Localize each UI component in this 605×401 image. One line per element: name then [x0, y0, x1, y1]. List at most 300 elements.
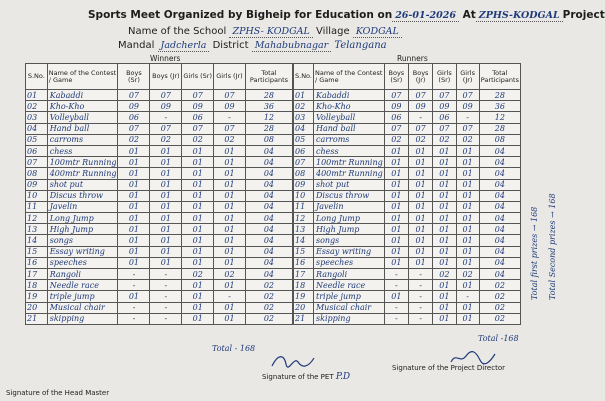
count-cell: 07 [433, 123, 456, 134]
count-cell: 02 [245, 313, 292, 324]
contest-name-cell: Rangoli [47, 269, 118, 280]
count-cell: 09 [150, 101, 182, 112]
count-cell: 02 [214, 269, 246, 280]
runners-total-value: 168 [503, 334, 519, 343]
serial-cell: 18 [26, 280, 48, 291]
count-cell: 04 [479, 179, 520, 190]
table-row [26, 269, 293, 280]
count-cell: 01 [214, 302, 246, 313]
contest-name-cell: Discus throw [47, 190, 118, 201]
count-cell: 02 [384, 134, 408, 145]
village-value: KODGAL [353, 26, 402, 38]
count-cell: 01 [433, 280, 456, 291]
count-cell: 04 [245, 269, 292, 280]
count-cell: 01 [433, 291, 456, 302]
count-cell: 06 [118, 112, 150, 123]
count-cell: 02 [433, 134, 456, 145]
count-cell: 01 [182, 168, 214, 179]
serial-cell: 14 [294, 235, 314, 246]
serial-cell: 07 [26, 157, 48, 168]
count-cell: 07 [182, 123, 214, 134]
count-cell: 01 [433, 157, 456, 168]
count-cell: - [150, 313, 182, 324]
contest-name-cell: skipping [313, 313, 384, 324]
count-cell: 01 [384, 213, 408, 224]
village-label: Village [316, 26, 350, 37]
count-cell: 28 [245, 123, 292, 134]
runners-total-label: Total - [478, 334, 504, 343]
table-row [26, 280, 293, 291]
count-cell: 01 [214, 246, 246, 257]
count-cell: 01 [456, 235, 479, 246]
count-cell: - [118, 280, 150, 291]
count-cell: 01 [408, 157, 432, 168]
count-cell: 07 [214, 90, 246, 101]
serial-cell: 13 [294, 224, 314, 235]
count-cell: 01 [150, 246, 182, 257]
count-cell: 02 [118, 134, 150, 145]
count-cell: 06 [433, 112, 456, 123]
count-cell: 04 [479, 190, 520, 201]
count-cell: 07 [182, 90, 214, 101]
count-cell: 01 [118, 246, 150, 257]
table-row [294, 112, 521, 123]
count-cell: 01 [118, 257, 150, 268]
table-row [294, 134, 521, 145]
serial-cell: 11 [26, 201, 48, 212]
table-row [294, 90, 521, 101]
serial-cell: 03 [26, 112, 48, 123]
count-cell: 01 [182, 257, 214, 268]
count-cell: 04 [245, 235, 292, 246]
count-cell: 01 [182, 246, 214, 257]
count-cell: 01 [408, 168, 432, 179]
contest-name-cell: carroms [47, 134, 118, 145]
contest-name-cell: songs [47, 235, 118, 246]
contest-name-cell: Long Jump [313, 213, 384, 224]
runners-col-header: Name of the Contest / Game [313, 64, 384, 90]
count-cell: 02 [182, 134, 214, 145]
winners-table [25, 63, 293, 325]
count-cell: - [408, 112, 432, 123]
contest-name-cell: speeches [47, 257, 118, 268]
count-cell: 01 [433, 224, 456, 235]
count-cell: 01 [150, 213, 182, 224]
count-cell: 01 [182, 213, 214, 224]
serial-cell: 18 [294, 280, 314, 291]
count-cell: 01 [214, 280, 246, 291]
count-cell: 01 [150, 235, 182, 246]
serial-cell: 20 [26, 302, 48, 313]
table-row [26, 291, 293, 302]
contest-name-cell: Javelin [313, 201, 384, 212]
contest-name-cell: 400mtr Running [47, 168, 118, 179]
count-cell: 01 [182, 201, 214, 212]
count-cell: 01 [182, 313, 214, 324]
page-title [88, 9, 605, 21]
count-cell: 08 [479, 134, 520, 145]
count-cell: 06 [384, 112, 408, 123]
count-cell: 01 [408, 145, 432, 156]
count-cell: 09 [456, 101, 479, 112]
contest-name-cell: triple jump [313, 291, 384, 302]
contest-name-cell: Rangoli [313, 269, 384, 280]
serial-cell: 08 [26, 168, 48, 179]
contest-name-cell: Long Jump [47, 213, 118, 224]
contest-name-cell: Needle race [47, 280, 118, 291]
count-cell: 04 [245, 201, 292, 212]
count-cell: 02 [150, 134, 182, 145]
count-cell: 01 [384, 179, 408, 190]
count-cell: 01 [384, 257, 408, 268]
contest-name-cell: Essay writing [47, 246, 118, 257]
winners-col-header: S.No. [26, 64, 48, 90]
count-cell: 01 [456, 201, 479, 212]
count-cell: 04 [479, 235, 520, 246]
count-cell: 01 [384, 291, 408, 302]
table-row [294, 257, 521, 268]
count-cell: 01 [214, 168, 246, 179]
count-cell: 01 [214, 157, 246, 168]
contest-name-cell: 100mtr Running [47, 157, 118, 168]
serial-cell: 17 [26, 269, 48, 280]
serial-cell: 05 [294, 134, 314, 145]
count-cell: 02 [479, 280, 520, 291]
count-cell: 01 [384, 145, 408, 156]
serial-cell: 03 [294, 112, 314, 123]
contest-name-cell: Musical chair [47, 302, 118, 313]
count-cell: 01 [214, 145, 246, 156]
count-cell: 04 [245, 179, 292, 190]
count-cell: - [384, 280, 408, 291]
count-cell: - [408, 313, 432, 324]
contest-name-cell: carroms [313, 134, 384, 145]
table-row [26, 302, 293, 313]
runners-body [294, 90, 521, 325]
serial-cell: 07 [294, 157, 314, 168]
table-row [294, 224, 521, 235]
district-label: District [212, 40, 249, 51]
school-line [128, 26, 402, 37]
project-director-signature: Signature of the Project Director [392, 364, 505, 372]
runners-col-header: Girls (Sr) [433, 64, 456, 90]
count-cell: 01 [150, 190, 182, 201]
table-row [294, 213, 521, 224]
count-cell: 02 [433, 269, 456, 280]
count-cell: 02 [479, 302, 520, 313]
count-cell: - [384, 302, 408, 313]
count-cell: 04 [479, 224, 520, 235]
count-cell: 01 [150, 201, 182, 212]
count-cell: 01 [384, 168, 408, 179]
pet-signature [262, 372, 350, 382]
serial-cell: 08 [294, 168, 314, 179]
serial-cell: 15 [294, 246, 314, 257]
count-cell: - [214, 291, 246, 302]
table-row [294, 313, 521, 324]
count-cell: 01 [433, 257, 456, 268]
count-cell: 02 [245, 302, 292, 313]
count-cell: 09 [408, 101, 432, 112]
runners-col-header: Total Participants [479, 64, 520, 90]
table-row [26, 157, 293, 168]
table-row [26, 213, 293, 224]
serial-cell: 09 [294, 179, 314, 190]
count-cell: 04 [479, 257, 520, 268]
runners-table [293, 63, 521, 325]
count-cell: - [118, 313, 150, 324]
count-cell: 28 [245, 90, 292, 101]
count-cell: 04 [245, 246, 292, 257]
contest-name-cell: Kho-Kho [313, 101, 384, 112]
count-cell: 07 [384, 123, 408, 134]
table-row [26, 101, 293, 112]
count-cell: 01 [433, 302, 456, 313]
contest-name-cell: skipping [47, 313, 118, 324]
count-cell: 06 [182, 112, 214, 123]
table-row [26, 257, 293, 268]
count-cell: 01 [182, 235, 214, 246]
count-cell: 04 [479, 246, 520, 257]
count-cell: 02 [214, 134, 246, 145]
contest-name-cell: shot put [47, 179, 118, 190]
count-cell: 01 [433, 190, 456, 201]
count-cell: 01 [182, 179, 214, 190]
contest-name-cell: 400mtr Running [313, 168, 384, 179]
contest-name-cell: 100mtr Running [313, 157, 384, 168]
count-cell: 01 [384, 201, 408, 212]
count-cell: 01 [456, 145, 479, 156]
count-cell: 04 [245, 157, 292, 168]
count-cell: 01 [456, 179, 479, 190]
table-row [294, 280, 521, 291]
count-cell: 09 [384, 101, 408, 112]
count-cell: 01 [214, 257, 246, 268]
count-cell: 01 [118, 190, 150, 201]
serial-cell: 05 [26, 134, 48, 145]
count-cell: 01 [150, 224, 182, 235]
winners-col-header: Boys (Jr) [150, 64, 182, 90]
table-row [26, 90, 293, 101]
contest-name-cell: Volleyball [47, 112, 118, 123]
project-label: Project [562, 9, 605, 21]
first-prizes-note: Total first prizes → 168 [530, 206, 539, 300]
count-cell: 04 [245, 168, 292, 179]
count-cell: 01 [150, 257, 182, 268]
count-cell: 04 [245, 257, 292, 268]
serial-cell: 21 [26, 313, 48, 324]
runners-col-header: Girls (Jr) [456, 64, 479, 90]
count-cell: 08 [245, 134, 292, 145]
count-cell: 01 [182, 157, 214, 168]
contest-name-cell: songs [313, 235, 384, 246]
contest-name-cell: Kabaddi [313, 90, 384, 101]
serial-cell: 19 [294, 291, 314, 302]
count-cell: 01 [433, 235, 456, 246]
table-row [26, 246, 293, 257]
runners-col-header: Boys (Sr) [384, 64, 408, 90]
table-row [26, 123, 293, 134]
count-cell: - [118, 269, 150, 280]
winners-body [26, 90, 293, 325]
count-cell: 01 [182, 145, 214, 156]
serial-cell: 14 [26, 235, 48, 246]
table-row [26, 224, 293, 235]
count-cell: - [150, 112, 182, 123]
count-cell: - [408, 269, 432, 280]
contest-name-cell: High Jump [47, 224, 118, 235]
count-cell: 01 [408, 246, 432, 257]
at-label: At [462, 9, 476, 21]
mandal-value: Jadcherla [158, 40, 210, 52]
count-cell: 01 [182, 280, 214, 291]
serial-cell: 10 [294, 190, 314, 201]
winners-col-header: Girls (Sr) [182, 64, 214, 90]
count-cell: 01 [456, 213, 479, 224]
count-cell: 01 [214, 213, 246, 224]
count-cell: 07 [456, 123, 479, 134]
table-row [294, 302, 521, 313]
serial-cell: 02 [26, 101, 48, 112]
count-cell: 07 [150, 123, 182, 134]
table-row [26, 313, 293, 324]
count-cell: 04 [479, 157, 520, 168]
contest-name-cell: Javelin [47, 201, 118, 212]
pet-initials: P.D [335, 372, 351, 382]
count-cell: 02 [456, 269, 479, 280]
count-cell: 36 [245, 101, 292, 112]
winners-total [212, 344, 255, 353]
winners-col-header: Total Participants [245, 64, 292, 90]
count-cell: 01 [456, 190, 479, 201]
count-cell: 01 [408, 179, 432, 190]
count-cell: 01 [384, 235, 408, 246]
serial-cell: 13 [26, 224, 48, 235]
district-value: Mahabubnagar [252, 40, 332, 52]
school-label: Name of the School [128, 26, 227, 37]
serial-cell: 11 [294, 201, 314, 212]
winners-col-header: Name of the Contest / Game [47, 64, 118, 90]
count-cell: 02 [182, 269, 214, 280]
count-cell: 04 [479, 168, 520, 179]
count-cell: 04 [479, 145, 520, 156]
count-cell: 02 [479, 313, 520, 324]
count-cell: 01 [214, 224, 246, 235]
count-cell: 01 [456, 157, 479, 168]
count-cell: 01 [150, 168, 182, 179]
count-cell: 04 [245, 145, 292, 156]
count-cell: - [384, 269, 408, 280]
mandal-label: Mandal [118, 40, 155, 51]
count-cell: 04 [479, 213, 520, 224]
table-row [294, 246, 521, 257]
count-cell: 01 [118, 224, 150, 235]
serial-cell: 20 [294, 302, 314, 313]
count-cell: 01 [182, 224, 214, 235]
count-cell: 01 [408, 224, 432, 235]
count-cell: 09 [214, 101, 246, 112]
serial-cell: 01 [26, 90, 48, 101]
count-cell: 12 [245, 112, 292, 123]
serial-cell: 01 [294, 90, 314, 101]
count-cell: 01 [384, 224, 408, 235]
count-cell: 01 [118, 213, 150, 224]
serial-cell: 02 [294, 101, 314, 112]
count-cell: 09 [182, 101, 214, 112]
count-cell: - [214, 112, 246, 123]
runners-col-header: S.No. [294, 64, 314, 90]
count-cell: 01 [433, 201, 456, 212]
table-row [294, 101, 521, 112]
count-cell: - [456, 112, 479, 123]
table-row [26, 190, 293, 201]
count-cell: 04 [479, 269, 520, 280]
table-row [294, 157, 521, 168]
count-cell: - [408, 280, 432, 291]
serial-cell: 12 [294, 213, 314, 224]
table-row [294, 145, 521, 156]
count-cell: 01 [214, 235, 246, 246]
count-cell: 04 [245, 190, 292, 201]
head-master-signature: Signature of the Head Master [6, 389, 110, 397]
count-cell: 02 [245, 291, 292, 302]
count-cell: 01 [408, 235, 432, 246]
contest-name-cell: Needle race [313, 280, 384, 291]
contest-name-cell: chess [47, 145, 118, 156]
count-cell: 01 [118, 235, 150, 246]
count-cell: 01 [150, 145, 182, 156]
count-cell: 07 [214, 123, 246, 134]
count-cell: 07 [384, 90, 408, 101]
second-prizes-note: Total Second prizes → 168 [548, 193, 557, 300]
winners-section-label: Winners [150, 54, 181, 63]
count-cell: 01 [384, 157, 408, 168]
count-cell: 07 [456, 90, 479, 101]
count-cell: - [408, 291, 432, 302]
count-cell: 01 [433, 145, 456, 156]
state-value: Telangana [334, 40, 387, 51]
table-row [26, 168, 293, 179]
serial-cell: 16 [26, 257, 48, 268]
count-cell: 09 [118, 101, 150, 112]
winners-total-label: Total - [212, 344, 238, 353]
contest-name-cell: Musical chair [313, 302, 384, 313]
count-cell: 01 [456, 280, 479, 291]
count-cell: 04 [245, 224, 292, 235]
serial-cell: 15 [26, 246, 48, 257]
count-cell: 07 [118, 123, 150, 134]
count-cell: 01 [118, 145, 150, 156]
serial-cell: 12 [26, 213, 48, 224]
count-cell: 01 [408, 257, 432, 268]
contest-name-cell: shot put [313, 179, 384, 190]
pet-signature-label: Signature of the PET [262, 373, 334, 381]
count-cell: - [150, 280, 182, 291]
count-cell: 01 [433, 313, 456, 324]
count-cell: 01 [118, 157, 150, 168]
contest-name-cell: Essay writing [313, 246, 384, 257]
table-row [26, 235, 293, 246]
count-cell: 01 [456, 246, 479, 257]
pet-signature-scribble [268, 350, 328, 372]
count-cell: - [118, 302, 150, 313]
count-cell: 01 [384, 246, 408, 257]
count-cell: - [408, 302, 432, 313]
contest-name-cell: Hand ball [47, 123, 118, 134]
count-cell: 01 [118, 291, 150, 302]
runners-total [478, 334, 519, 343]
table-row [294, 201, 521, 212]
